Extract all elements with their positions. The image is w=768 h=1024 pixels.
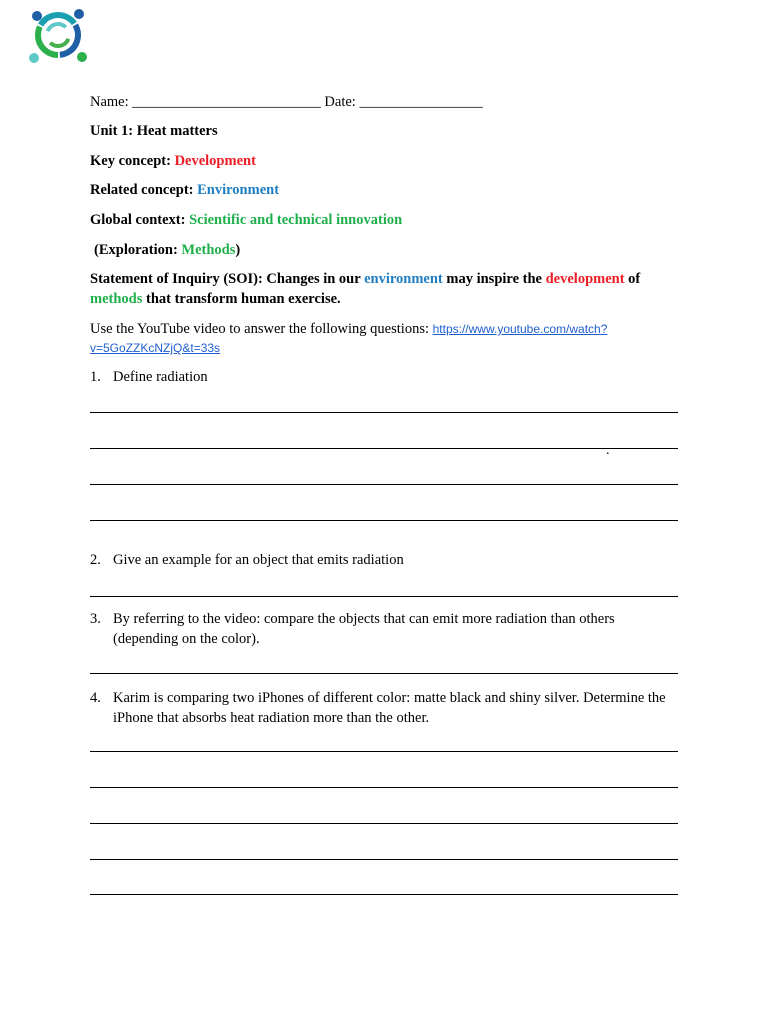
question-number: 2. [90, 552, 101, 568]
soi-environment: environment [364, 271, 443, 287]
date-label: Date: [324, 94, 356, 110]
related-concept-line [90, 181, 279, 199]
soi-part2: may inspire the [446, 271, 542, 287]
global-context-line [90, 211, 402, 229]
soi-development: development [545, 271, 625, 287]
stray-dot: . [606, 443, 610, 458]
soi-part3: of [628, 271, 641, 287]
question-text: Give an example for an object that emits radiation [113, 552, 404, 568]
answer-line[interactable] [90, 859, 678, 860]
question-text: By referring to the video: compare the objects that can emit more radiation than others (depending on the color). [113, 611, 615, 647]
answer-line[interactable] [90, 751, 678, 752]
question-4 [90, 688, 670, 728]
answer-line[interactable] [90, 894, 678, 895]
question-3 [90, 609, 670, 649]
question-1 [90, 367, 670, 387]
video-instruction: Use the YouTube video to answer the following questions: [90, 321, 429, 337]
related-concept-label: Related concept: [90, 182, 194, 198]
exploration-open: (Exploration: [94, 242, 178, 258]
answer-line[interactable] [90, 484, 678, 485]
unit-title: Unit 1: Heat matters [90, 123, 218, 139]
answer-line[interactable] [90, 673, 678, 674]
answer-line[interactable] [90, 596, 678, 597]
related-concept-value: Environment [197, 182, 280, 198]
school-logo-icon [27, 4, 89, 66]
soi-methods: methods [90, 291, 143, 307]
key-concept-label: Key concept: [90, 153, 171, 169]
question-text: Karim is comparing two iPhones of different color: matte black and shiny silver. Determine the iPhone that absorbs heat radiation more than the other. [113, 690, 666, 726]
question-2 [90, 550, 670, 570]
global-context-label: Global context: [90, 212, 186, 228]
name-date-line [90, 93, 483, 111]
key-concept-line [90, 152, 256, 170]
answer-line[interactable] [90, 412, 678, 413]
name-blank[interactable]: __________________________ [132, 94, 321, 110]
key-concept-value: Development [174, 153, 256, 169]
video-link-part2[interactable]: v=5GoZZKcNZjQ&t=33s [90, 341, 221, 355]
answer-line[interactable] [90, 448, 678, 449]
name-label: Name: [90, 94, 129, 110]
answer-line[interactable] [90, 823, 678, 824]
question-number: 4. [90, 690, 101, 706]
soi-line-1 [90, 270, 640, 288]
global-context-value: Scientific and technical innovation [189, 212, 403, 228]
video-link-part1[interactable]: https://www.youtube.com/watch? [432, 322, 608, 336]
question-number: 1. [90, 369, 101, 385]
soi-line-2 [90, 290, 341, 308]
question-number: 3. [90, 611, 101, 627]
video-instruction-line [90, 320, 607, 338]
soi-part4: that transform human exercise. [146, 291, 341, 307]
exploration-value: Methods [181, 242, 236, 258]
video-link-line-2 [90, 339, 220, 357]
answer-line[interactable] [90, 520, 678, 521]
question-text: Define radiation [113, 369, 208, 385]
soi-part1: Statement of Inquiry (SOI): Changes in our [90, 271, 361, 287]
date-blank[interactable]: _________________ [359, 94, 483, 110]
exploration-line [94, 241, 240, 259]
exploration-close: ) [235, 242, 241, 258]
answer-line[interactable] [90, 787, 678, 788]
